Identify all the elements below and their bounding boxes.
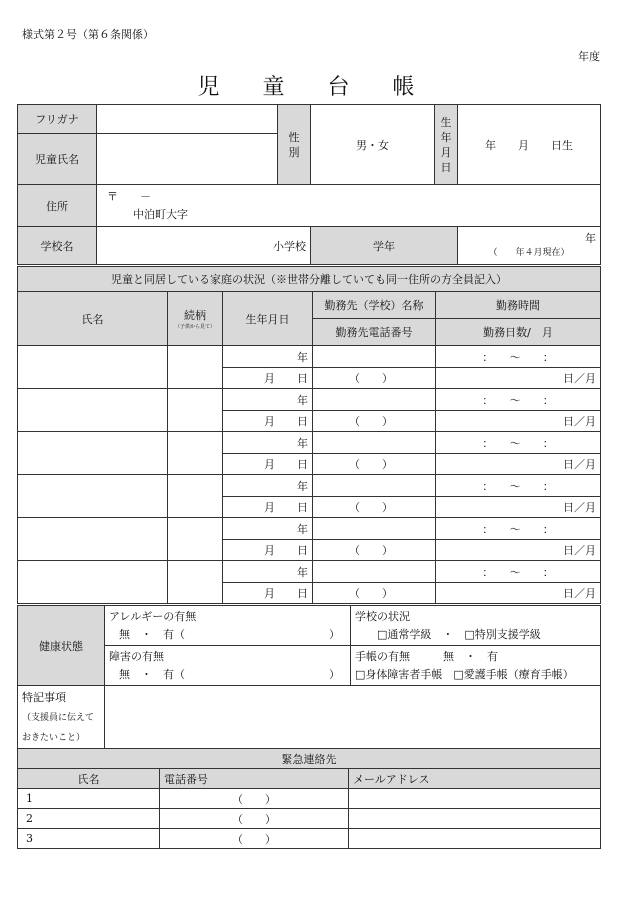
grade-note: （ 年４月現在） (488, 247, 570, 258)
family-col-name: 氏名 (18, 292, 168, 346)
family-row-phone[interactable]: （ ） (313, 497, 436, 518)
emergency-col-mail: メールアドレス (349, 769, 601, 789)
address-field[interactable] (97, 185, 601, 227)
family-row-year[interactable]: 年 (223, 475, 313, 497)
family-col-relation (168, 292, 223, 346)
town-name: 中泊町大字 (133, 207, 188, 221)
postal-mark: 〒 － (107, 189, 151, 203)
family-row-hours[interactable]: ： ～ ： (436, 432, 601, 454)
relation-note: （子供から見て） (174, 324, 215, 330)
handbook-label: 手帳の有無 無 ・ 有 (355, 649, 498, 663)
sex-label: 性 別 (278, 105, 311, 185)
health-table (17, 605, 601, 749)
school-status-options: □通常学級 ・ □特別支援学級 (377, 627, 541, 641)
family-row-relation[interactable] (168, 518, 223, 561)
family-section-title: 児童と同居している家庭の状況（※世帯分離していても同一住所の方全員記入） (18, 267, 601, 292)
emergency-row-mail[interactable] (349, 829, 601, 849)
family-row-days[interactable]: 日／月 (436, 583, 601, 604)
school-status-label: 学校の状況 (355, 609, 410, 623)
sex-value[interactable]: 男・女 (311, 105, 435, 185)
emergency-row-mail[interactable] (349, 809, 601, 829)
allergy-opt: 無 ・ 有（ (119, 627, 185, 641)
handbook-options: □身体障害者手帳 □愛護手帳（療育手帳） (355, 667, 574, 681)
notes-sub1: （支援員に伝えて (22, 713, 95, 723)
family-row-year[interactable]: 年 (223, 432, 313, 454)
family-table (17, 266, 601, 604)
family-col-phone: 勤務先電話番号 (313, 319, 436, 346)
notes-label: 特記事項 (22, 691, 66, 704)
family-row-year[interactable]: 年 (223, 389, 313, 411)
family-row-work[interactable] (313, 432, 436, 454)
emergency-row-number: 3 (18, 829, 160, 849)
disability-label: 障害の有無 (109, 649, 164, 663)
disability-field[interactable] (105, 646, 351, 686)
allergy-close: ） (329, 627, 340, 641)
disability-close: ） (329, 667, 340, 681)
family-col-birth: 生年月日 (223, 292, 313, 346)
family-row-year[interactable]: 年 (223, 346, 313, 368)
family-col-days: 勤務日数/ 月 (436, 319, 601, 346)
family-row-name[interactable] (18, 432, 168, 475)
child-name-label: 児童氏名 (18, 134, 97, 185)
page-title: 児 童 台 帳 (197, 75, 433, 100)
family-row-work[interactable] (313, 389, 436, 411)
family-row-days[interactable]: 日／月 (436, 368, 601, 389)
grade-field[interactable] (458, 227, 601, 265)
family-row-relation[interactable] (168, 346, 223, 389)
family-row-year[interactable]: 年 (223, 561, 313, 583)
form-number: 様式第２号（第６条関係） (22, 28, 154, 41)
family-row-days[interactable]: 日／月 (436, 497, 601, 518)
family-row-monthday[interactable]: 月 日 (223, 540, 313, 561)
family-row-name[interactable] (18, 389, 168, 432)
family-row-hours[interactable]: ： ～ ： (436, 389, 601, 411)
family-row-hours[interactable]: ： ～ ： (436, 561, 601, 583)
family-row-relation[interactable] (168, 389, 223, 432)
emergency-row-mail[interactable] (349, 789, 601, 809)
notes-field[interactable] (105, 686, 601, 749)
emergency-row-phone[interactable]: （ ） (160, 829, 349, 849)
birth-value[interactable]: 年 月 日生 (458, 105, 601, 185)
family-row-relation[interactable] (168, 561, 223, 604)
notes-sub2: おきたいこと） (22, 733, 86, 743)
family-row-phone[interactable]: （ ） (313, 454, 436, 475)
family-row-hours[interactable]: ： ～ ： (436, 346, 601, 368)
emergency-col-phone: 電話番号 (160, 769, 349, 789)
grade-year: 年 (585, 231, 596, 245)
family-row-work[interactable] (313, 518, 436, 540)
family-row-phone[interactable]: （ ） (313, 540, 436, 561)
family-row-hours[interactable]: ： ～ ： (436, 475, 601, 497)
family-row-name[interactable] (18, 561, 168, 604)
school-label: 学校名 (18, 227, 97, 265)
disability-options (109, 666, 346, 684)
allergy-field[interactable] (105, 606, 351, 646)
emergency-section-title: 緊急連絡先 (18, 749, 601, 769)
school-status-field[interactable] (351, 606, 601, 646)
fiscal-year-label: 年度 (578, 50, 600, 63)
family-row-relation[interactable] (168, 475, 223, 518)
family-row-phone[interactable]: （ ） (313, 583, 436, 604)
family-row-days[interactable]: 日／月 (436, 454, 601, 475)
family-row-monthday[interactable]: 月 日 (223, 583, 313, 604)
family-row-hours[interactable]: ： ～ ： (436, 518, 601, 540)
health-label: 健康状態 (18, 606, 105, 686)
disability-opt: 無 ・ 有（ (119, 667, 185, 681)
family-row-phone[interactable]: （ ） (313, 411, 436, 432)
notes-label-cell (18, 686, 105, 749)
relation-label: 続柄 (184, 309, 206, 322)
family-row-phone[interactable]: （ ） (313, 368, 436, 389)
family-row-monthday[interactable]: 月 日 (223, 497, 313, 518)
furigana-field[interactable] (97, 105, 278, 134)
address-label: 住所 (18, 185, 97, 227)
family-row-year[interactable]: 年 (223, 518, 313, 540)
family-row-name[interactable] (18, 475, 168, 518)
allergy-label: アレルギーの有無 (109, 609, 197, 623)
family-col-hours: 勤務時間 (436, 292, 601, 319)
emergency-row-phone[interactable]: （ ） (160, 789, 349, 809)
emergency-col-name: 氏名 (18, 769, 160, 789)
emergency-row-phone[interactable]: （ ） (160, 809, 349, 829)
family-row-work[interactable] (313, 561, 436, 583)
emergency-row-number: 1 (18, 789, 160, 809)
family-row-monthday[interactable]: 月 日 (223, 411, 313, 432)
emergency-row-number: 2 (18, 809, 160, 829)
allergy-options (109, 626, 346, 644)
school-field[interactable]: 小学校 (97, 227, 311, 265)
family-row-days[interactable]: 日／月 (436, 540, 601, 561)
family-col-work: 勤務先（学校）名称 (313, 292, 436, 319)
grade-label: 学年 (311, 227, 458, 265)
emergency-table (17, 748, 601, 849)
basic-info-table (17, 104, 601, 265)
family-row-work[interactable] (313, 475, 436, 497)
furigana-label: フリガナ (18, 105, 97, 134)
family-row-days[interactable]: 日／月 (436, 411, 601, 432)
family-row-name[interactable] (18, 518, 168, 561)
family-row-monthday[interactable]: 月 日 (223, 368, 313, 389)
family-row-relation[interactable] (168, 432, 223, 475)
child-name-field[interactable] (97, 134, 278, 185)
birth-label: 生 年 月 日 (435, 105, 458, 185)
family-row-work[interactable] (313, 346, 436, 368)
handbook-field[interactable] (351, 646, 601, 686)
family-row-monthday[interactable]: 月 日 (223, 454, 313, 475)
family-row-name[interactable] (18, 346, 168, 389)
